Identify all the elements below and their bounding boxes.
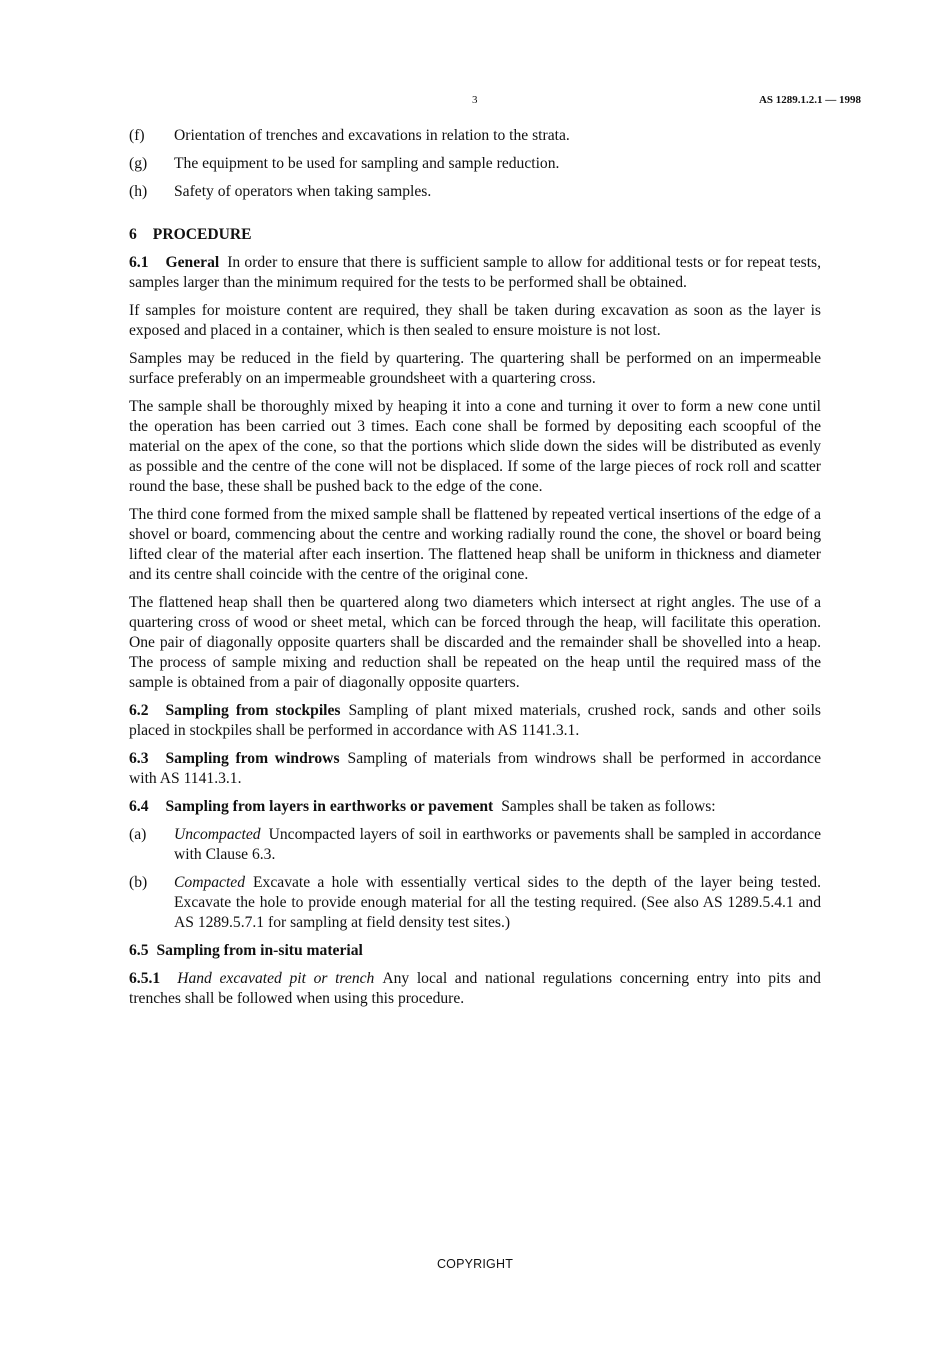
clause-title: General [165,254,220,271]
list-marker: (h) [129,183,148,200]
list-item [129,873,821,933]
clause-title: Sampling from layers in earthworks or pavement [165,798,494,815]
clause-title: Sampling from in-situ material [156,942,363,959]
page-number: 3 [472,94,478,106]
clause-text: Samples shall be taken as follows: [501,798,716,815]
list-text [174,825,821,865]
copyright-footer: COPYRIGHT [436,1257,514,1271]
standard-designation: AS 1289.1.2.1 — 1998 [758,94,861,106]
section-number: 6 [129,226,137,243]
clause-text: In order to ensure that there is sufficient sample to allow for additional tests or for repeat tests, samples larger than the minimum required for the tests to be performed shall be obtained. [129,254,821,291]
list-text: The equipment to be used for sampling and sample reduction. [174,155,560,172]
list-text: Orientation of trenches and excavations in relation to the strata. [174,127,570,144]
clause-6-4 [129,797,821,817]
clause-title: Sampling from stockpiles [165,702,341,719]
paragraph: The third cone formed from the mixed sample shall be flattened by repeated vertical insertions of the edge of a shovel or board, commencing about the centre and working radially round the cone, the shovel or board being lifted clear of the material after each insertion. The flattened heap shall be uniform in thickness and diameter and its centre shall coincide with the centre of the original cone. [129,506,821,583]
list-item [129,825,821,865]
document-body [129,126,821,1009]
list-marker: (b) [129,874,148,891]
clause-title: Hand excavated pit or trench [177,970,375,987]
section-title: PROCEDURE [152,226,252,243]
clause-text: Any local and national regulations concerning entry into pits and trenches shall be followed when using this procedure. [129,970,821,1007]
paragraph: The flattened heap shall then be quartered along two diameters which intersect at right angles. The use of a quartering cross of wood or sheet metal, which can be forced through the heap, will facilitate this operation. One pair of diagonally opposite quarters shall be discarded and the remainder shall be shovelled into a heap. The process of sample mixing and reduction shall be repeated on the heap until the required mass of the sample is obtained from a pair of diagonally opposite quarters. [129,594,821,691]
clause-number: 6.5 [129,942,149,959]
list-text [174,873,821,933]
paragraph: If samples for moisture content are required, they shall be taken during excavation as soon as the layer is exposed and placed in a container, which is then sealed to ensure moisture is not lost. [129,302,821,339]
clause-6-1 [129,253,821,293]
list-term: Compacted [174,874,246,891]
clause-text: Sampling of plant mixed materials, crushed rock, sands and other soils placed in stockpiles shall be performed in accordance with AS 1141.3.1. [129,702,821,739]
clause-6-3 [129,749,821,789]
clause-number: 6.2 [129,702,149,719]
list-marker: (g) [129,155,148,172]
list-top [129,126,821,202]
list-item [129,154,821,174]
paragraph: Samples may be reduced in the field by quartering. The quartering shall be performed on an impermeable surface preferably on an impermeable groundsheet with a quartering cross. [129,350,821,387]
list-marker: (f) [129,127,145,144]
clause-number: 6.4 [129,798,149,815]
clause-text: Sampling of materials from windrows shall be performed in accordance with AS 1141.3.1. [129,750,821,787]
list-term: Uncompacted [174,826,261,843]
list-item [129,182,821,202]
clause-title: Sampling from windrows [165,750,340,767]
clause-number: 6.5.1 [129,970,161,987]
clause-6-5-1 [129,969,821,1009]
list-item [129,126,821,146]
clause-number: 6.1 [129,254,149,271]
clause-6-2 [129,701,821,741]
list-body: Uncompacted layers of soil in earthworks or pavements shall be sampled in accordance with Clause 6.3. [174,826,821,863]
section-heading [129,225,821,245]
paragraph: The sample shall be thoroughly mixed by heaping it into a cone and turning it over to form a new cone until the operation has been carried out 3 times. Each cone shall be formed by depositing each scoopful of the material on the apex of the cone, so that the portions which slide down the sides will be distributed as evenly as possible and the centre of the cone will not be displaced. If some of the large pieces of rock roll and scatter round the base, these shall be pushed back to the edge of the cone. [129,398,821,495]
clause-number: 6.3 [129,750,149,767]
clause-6-5 [129,941,821,961]
list-marker: (a) [129,826,147,843]
list-body: Excavate a hole with essentially vertical sides to the depth of the layer being tested. Excavate the hole to provide enough material for all the testing required. (See also AS 1289.5.4.1 and AS 1289.5.7.1 for sampling at field density test sites.) [174,874,821,931]
list-text: Safety of operators when taking samples. [174,183,432,200]
